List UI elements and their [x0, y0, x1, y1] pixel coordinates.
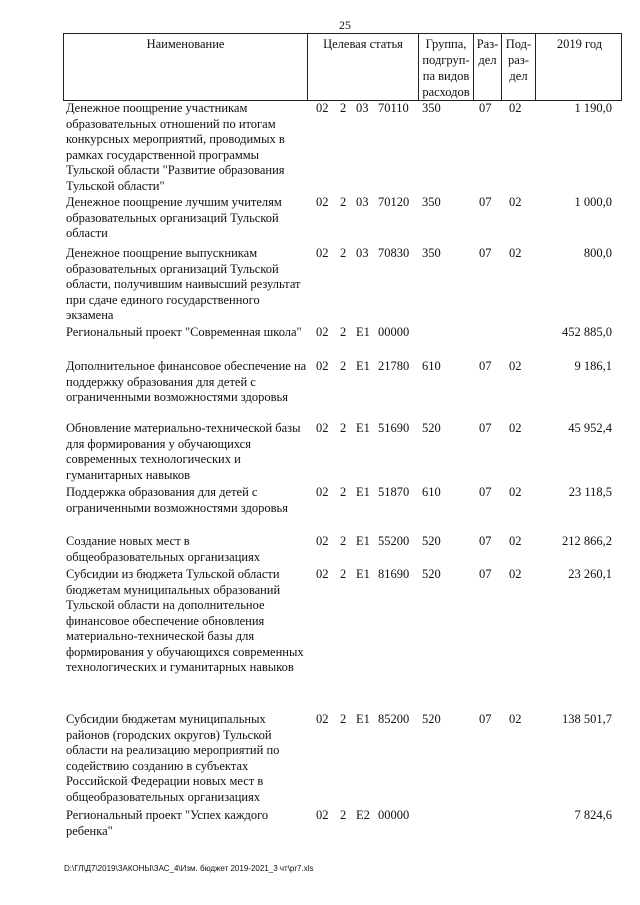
row-subprogram: 2 [340, 325, 347, 339]
header-name [64, 34, 307, 100]
header-target [307, 34, 418, 100]
row-element: E1 [356, 534, 370, 548]
row-name: Денежное поощрение выпускникам образовательных организаций Тульской области, получившим наивысший результат при сдаче единого государственного экзамена [66, 246, 301, 322]
file-path-footer: D:\ГЛ\Д7\2019\ЗАКОНЫ\ЗАС_4\Изм. бюджет 2019-2021_3 чт\pr7.xls [64, 864, 314, 873]
row-subsection: 02 [509, 421, 522, 435]
row-element: E1 [356, 712, 370, 726]
row-section: 07 [479, 485, 492, 499]
row-subsection: 02 [509, 485, 522, 499]
row-subsection: 02 [509, 101, 522, 115]
row-name: Поддержка образования для детей с ограниченными возможностями здоровья [66, 485, 288, 515]
row-program: 02 [316, 421, 329, 435]
row-program: 02 [316, 485, 329, 499]
row-subprogram: 2 [340, 485, 347, 499]
row-element: 03 [356, 246, 369, 260]
row-element: 03 [356, 101, 369, 115]
header-subsection [501, 34, 535, 100]
row-direction: 70110 [378, 101, 409, 115]
row-amount: 1 000,0 [574, 195, 612, 209]
table-header [63, 33, 622, 101]
row-section: 07 [479, 534, 492, 548]
row-subsection: 02 [509, 359, 522, 373]
row-direction: 51690 [378, 421, 410, 435]
row-subprogram: 2 [340, 195, 347, 209]
row-direction: 81690 [378, 567, 410, 581]
row-direction: 00000 [378, 808, 410, 822]
header-year [535, 34, 623, 100]
row-section: 07 [479, 359, 492, 373]
row-amount: 23 260,1 [568, 567, 612, 581]
row-group: 520 [422, 567, 441, 581]
row-amount: 212 866,2 [562, 534, 612, 548]
header-target-label: Целевая статья [323, 37, 403, 51]
header-section [473, 34, 501, 100]
row-direction: 21780 [378, 359, 410, 373]
row-element: 03 [356, 195, 369, 209]
row-name: Денежное поощрение участникам образовательных отношений по итогам конкурсных мероприятий, проводимых в рамках государственной программы Тульской области "Развитие образования Тульской области" [66, 101, 285, 193]
row-group: 350 [422, 101, 441, 115]
row-subprogram: 2 [340, 534, 347, 548]
row-element: E1 [356, 359, 370, 373]
header-group-line: подгруп- [422, 53, 470, 67]
row-amount: 1 190,0 [574, 101, 612, 115]
row-section: 07 [479, 195, 492, 209]
row-amount: 800,0 [583, 246, 612, 260]
row-name: Региональный проект "Современная школа" [66, 325, 302, 339]
row-subprogram: 2 [340, 246, 347, 260]
header-group-line: па видов [422, 69, 470, 83]
row-direction: 85200 [378, 712, 410, 726]
row-program: 02 [316, 325, 329, 339]
header-subsection-line: дел [509, 69, 528, 83]
row-subprogram: 2 [340, 101, 347, 115]
row-group: 520 [422, 534, 441, 548]
row-amount: 23 118,5 [568, 485, 612, 499]
header-subsection-line: раз- [508, 53, 529, 67]
row-program: 02 [316, 101, 329, 115]
row-amount: 9 186,1 [574, 359, 612, 373]
header-group-line: Группа, [425, 37, 467, 51]
row-direction: 51870 [378, 485, 410, 499]
row-subsection: 02 [509, 195, 522, 209]
header-year-label: 2019 год [556, 37, 603, 51]
header-subsection-line: Под- [505, 37, 532, 51]
row-section: 07 [479, 246, 492, 260]
row-group: 520 [422, 712, 441, 726]
row-name: Дополнительное финансовое обеспечение на поддержку образования для детей с ограниченными возможностями здоровья [66, 359, 307, 404]
row-program: 02 [316, 712, 329, 726]
row-section: 07 [479, 712, 492, 726]
row-subsection: 02 [509, 567, 522, 581]
header-group [418, 34, 473, 100]
row-subprogram: 2 [340, 421, 347, 435]
row-program: 02 [316, 808, 329, 822]
row-group: 350 [422, 195, 441, 209]
row-name: Обновление материально-технической базы для формирования у обучающихся современных технологических и гуманитарных навыков [66, 421, 301, 482]
row-subsection: 02 [509, 534, 522, 548]
row-name: Денежное поощрение лучшим учителям образовательных организаций Тульской области [66, 195, 282, 240]
header-section-line: дел [478, 53, 497, 67]
row-direction: 70120 [378, 195, 410, 209]
row-group: 520 [422, 421, 441, 435]
row-element: E1 [356, 325, 370, 339]
row-direction: 00000 [378, 325, 410, 339]
row-group: 610 [422, 359, 441, 373]
row-group: 610 [422, 485, 441, 499]
row-program: 02 [316, 534, 329, 548]
row-subprogram: 2 [340, 567, 347, 581]
row-name: Субсидии бюджетам муниципальных районов (городских округов) Тульской области на реализацию мероприятий по содействию созданию в субъектах Российской Федерации новых мест в общеобразовательных организациях [66, 712, 280, 804]
row-element: E2 [356, 808, 370, 822]
row-name: Субсидии из бюджета Тульской области бюджетам муниципальных образований Тульской области на дополнительное финансовое обеспечение обновления материально-технической базы для формирования у обучающихся современных технологических и гуманитарных навыков [66, 567, 304, 674]
row-subsection: 02 [509, 246, 522, 260]
header-group-line: расходов [422, 85, 470, 99]
row-subprogram: 2 [340, 808, 347, 822]
row-amount: 45 952,4 [568, 421, 612, 435]
row-program: 02 [316, 567, 329, 581]
row-element: E1 [356, 421, 370, 435]
row-direction: 55200 [378, 534, 410, 548]
row-amount: 138 501,7 [562, 712, 612, 726]
row-program: 02 [316, 246, 329, 260]
row-name: Создание новых мест в общеобразовательных организациях [66, 534, 261, 564]
header-section-line: Раз- [476, 37, 499, 51]
row-element: E1 [356, 485, 370, 499]
header-name-label: Наименование [146, 37, 225, 51]
row-amount: 7 824,6 [574, 808, 612, 822]
row-subprogram: 2 [340, 712, 347, 726]
row-group: 350 [422, 246, 441, 260]
page-number: 25 [339, 18, 351, 32]
row-section: 07 [479, 421, 492, 435]
row-subsection: 02 [509, 712, 522, 726]
row-program: 02 [316, 359, 329, 373]
row-element: E1 [356, 567, 370, 581]
row-program: 02 [316, 195, 329, 209]
row-subprogram: 2 [340, 359, 347, 373]
row-amount: 452 885,0 [562, 325, 612, 339]
row-direction: 70830 [378, 246, 410, 260]
row-section: 07 [479, 567, 492, 581]
row-section: 07 [479, 101, 492, 115]
row-name: Региональный проект "Успех каждого ребенка" [66, 808, 269, 838]
